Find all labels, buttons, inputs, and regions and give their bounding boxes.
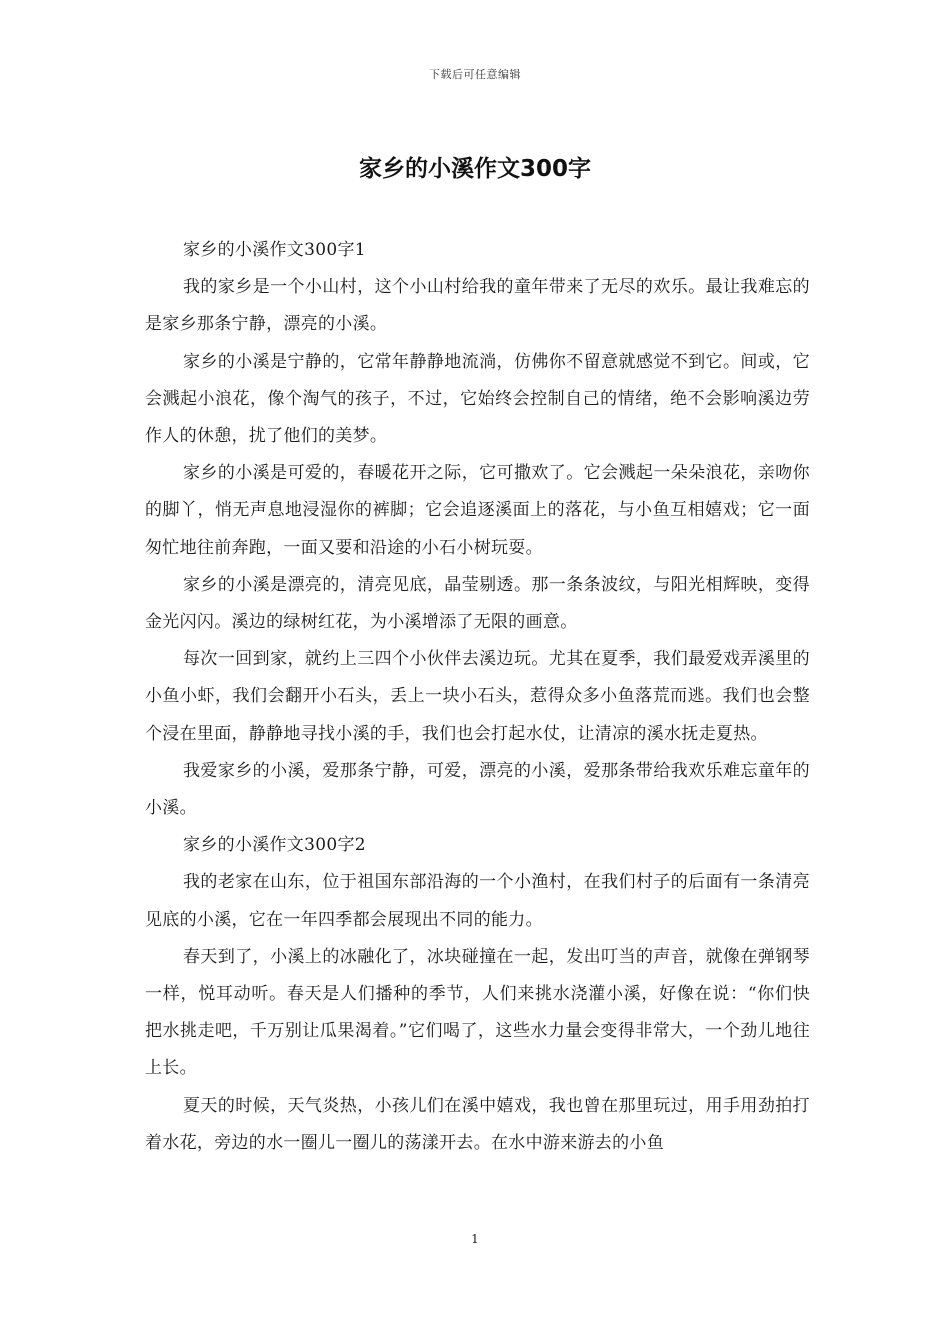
paragraph: 家乡的小溪是可爱的，春暖花开之际，它可撒欢了。它会溅起一朵朵浪花，亲吻你的脚丫，悄无声息地浸湿你的裤脚；它会追逐溪面上的落花，与小鱼互相嬉戏；它一面匆忙地往前奔跑，一面又要和沿途的小石小树玩耍。 (145, 463, 810, 558)
paragraph: 春天到了，小溪上的冰融化了，冰块碰撞在一起，发出叮当的声音，就像在弹钢琴一样，悦耳动听。春天是人们播种的季节，人们来挑水浇灌小溪，好像在说：“你们快把水挑走吧，千万别让瓜果渴着。”它们喝了，这些水力量会变得非常大，一个劲儿地往上长。 (145, 946, 810, 1079)
paragraph: 夏天的时候，天气炎热，小孩儿们在溪中嬉戏，我也曾在那里玩过，用手用劲拍打着水花，旁边的水一圈儿一圈儿的荡漾开去。在水中游来游去的小鱼 (145, 1095, 810, 1153)
section-heading-1: 家乡的小溪作文300字1 (183, 240, 366, 260)
paragraph: 家乡的小溪是漂亮的，清亮见底，晶莹剔透。那一条条波纹，与阳光相辉映，变得金光闪闪。溪边的绿树红花，为小溪增添了无限的画意。 (145, 574, 810, 633)
paragraph: 我的老家在山东，位于祖国东部沿海的一个小渔村，在我们村子的后面有一条清亮见底的小溪，它在一年四季都会展现出不同的能力。 (145, 872, 810, 930)
document-body (145, 232, 810, 1162)
paragraph: 家乡的小溪是宁静的，它常年静静地流淌，仿佛你不留意就感觉不到它。间或，它会溅起小浪花，像个淘气的孩子，不过，它始终会控制自己的情绪，绝不会影响溪边劳作人的休憩，扰了他们的美梦。 (145, 351, 810, 447)
page-number: 1 (471, 1232, 479, 1246)
header-note: 下载后可任意编辑 (429, 68, 521, 81)
paragraph: 我的家乡是一个小山村，这个小山村给我的童年带来了无尽的欢乐。最让我难忘的是家乡那条宁静，漂亮的小溪。 (145, 277, 810, 335)
section-heading-2: 家乡的小溪作文300字2 (183, 835, 366, 856)
document-title: 家乡的小溪作文300字 (358, 156, 591, 182)
paragraph: 我爱家乡的小溪，爱那条宁静，可爱，漂亮的小溪，爱那条带给我欢乐难忘童年的小溪。 (145, 760, 810, 819)
paragraph: 每次一回到家，就约上三四个小伙伴去溪边玩。尤其在夏季，我们最爱戏弄溪里的小鱼小虾，我们会翻开小石头，丢上一块小石头，惹得众多小鱼落荒而逃。我们也会整个浸在里面，静静地寻找小溪的手，我们也会打起水仗，让清凉的溪水抚走夏热。 (145, 649, 810, 744)
